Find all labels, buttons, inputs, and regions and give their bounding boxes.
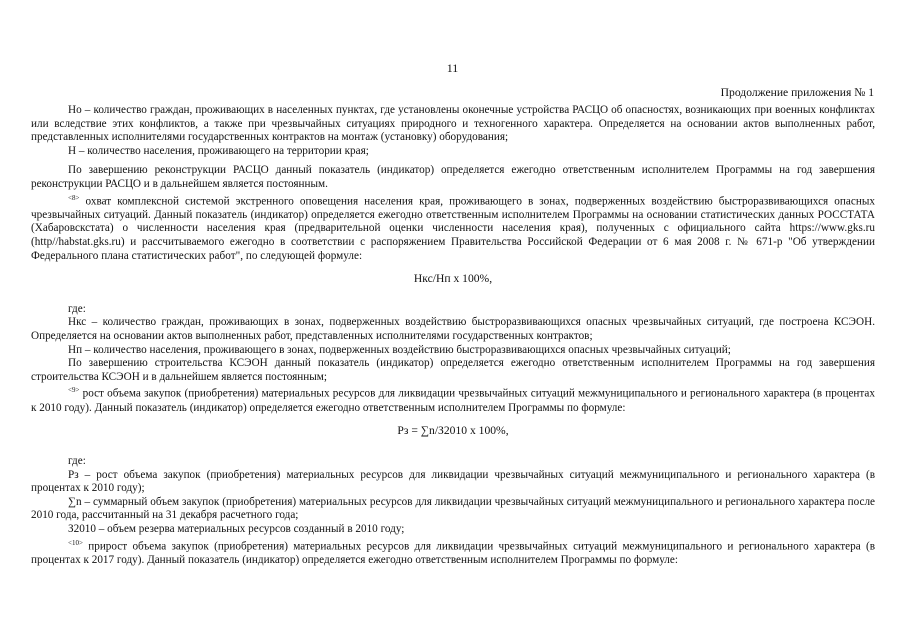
paragraph-z2010: З2010 – объем резерва материальных ресурсов созданный в 2010 году; <box>68 522 405 535</box>
paragraph-rasco-completion: По завершению реконструкции РАСЦО данный показатель (индикатор) определяется ежегодно ответственным исполнителем Программы на год завершения реконструкции РАСЦО и в дальнейшем является постоянным. <box>31 164 875 190</box>
appendix-continuation: Продолжение приложения № 1 <box>720 86 874 99</box>
footnote-ref-8: <8> <box>68 193 80 202</box>
paragraph-nks: Нкс – количество граждан, проживающих в зонах, подверженных воздействию быстроразвивающихся опасных чрезвычайных ситуаций, где построена КСЭОН. Определяется на основании актов выполненных работ, представленных исполнителями государственных контрактов; <box>31 316 875 343</box>
paragraph-np: Нп – количество населения, проживающего в зонах, подверженных воздействию быстроразвивающихся опасных чрезвычайных ситуаций; <box>68 343 731 356</box>
paragraph-ho: Hо – количество граждан, проживающих в населенных пунктах, где установлены оконечные устройства РАСЦО об опасностях, возникающих при военных конфликтах или вследствие этих конфликтов, а также при чрезвычайных ситуациях природного и техногенного характера. Определяется на основании актов выполненных работ, представленных исполнителями государственных контрактов на монтаж (установку) оборудования; <box>31 104 875 144</box>
where-label-1: где: <box>68 302 86 315</box>
paragraph-note-9-text: рост объема закупок (приобретения) материальных ресурсов для ликвидации чрезвычайных ситуаций межмуниципального и регионального характера (в процентах к 2010 году). Данный показатель (индикатор) определяется ежегодно ответственным исполнителем Программы по формуле: <box>31 388 875 414</box>
paragraph-note-8 <box>31 192 875 264</box>
paragraph-h: Н – количество населения, проживающего на территории края; <box>68 144 369 157</box>
formula-procurement-growth: Рз = ∑n/З2010 х 100%, <box>397 424 509 438</box>
formula-kseon-coverage: Нкс/Нп х 100%, <box>413 272 493 286</box>
paragraph-sum-n: ∑n – суммарный объем закупок (приобретения) материальных ресурсов для ликвидации чрезвычайных ситуаций межмуниципального и регионального характера после 2010 года, рассчитанный на 31 декабря расчетного года; <box>31 495 875 522</box>
paragraph-note-10-text: прирост объема закупок (приобретения) материальных ресурсов для ликвидации чрезвычайных ситуаций межмуниципального и регионального характера (в процентах к 2017 году). Данный показатель (индикатор) определяется ежегодно ответственным исполнителем Программы по формуле: <box>31 540 875 566</box>
paragraph-note-9 <box>31 384 875 415</box>
paragraph-rz: Рз – рост объема закупок (приобретения) материальных ресурсов для ликвидации чрезвычайных ситуаций межмуниципального и регионального характера (в процентах к 2010 году); <box>31 468 875 495</box>
paragraph-note-8-text: охват комплексной системой экстренного оповещения населения края, проживающего в зонах, подверженных воздействию быстроразвивающихся опасных чрезвычайных ситуаций. Данный показатель (индикатор) определяется ежегодно ответственным исполнителем Программы на основании статистических данных РОССТАТА (Хабаровскстата) о численности населения края (предварительной оценки численности населения края), полученных с официального сайта https://www.gks.ru (http//habstat.gks.ru) и рассчитываемого ежегодно в соответствии с распоряжением Правительства Российской Федерации от 6 мая 2008 г. № 671-р "Об утверждении Федерального плана статистических работ", по следующей формуле: <box>31 195 875 262</box>
footnote-ref-10: <10> <box>68 538 83 547</box>
paragraph-kseon-completion: По завершению строительства КСЭОН данный показатель (индикатор) определяется ежегодно ответственным исполнителем Программы на год завершения строительства КСЭОН и в дальнейшем является постоянным; <box>31 357 875 383</box>
where-label-2: где: <box>68 454 86 467</box>
page-number: 11 <box>446 61 459 75</box>
paragraph-note-10 <box>31 537 875 568</box>
footnote-ref-9: <9> <box>68 386 80 395</box>
document-body <box>31 104 875 567</box>
